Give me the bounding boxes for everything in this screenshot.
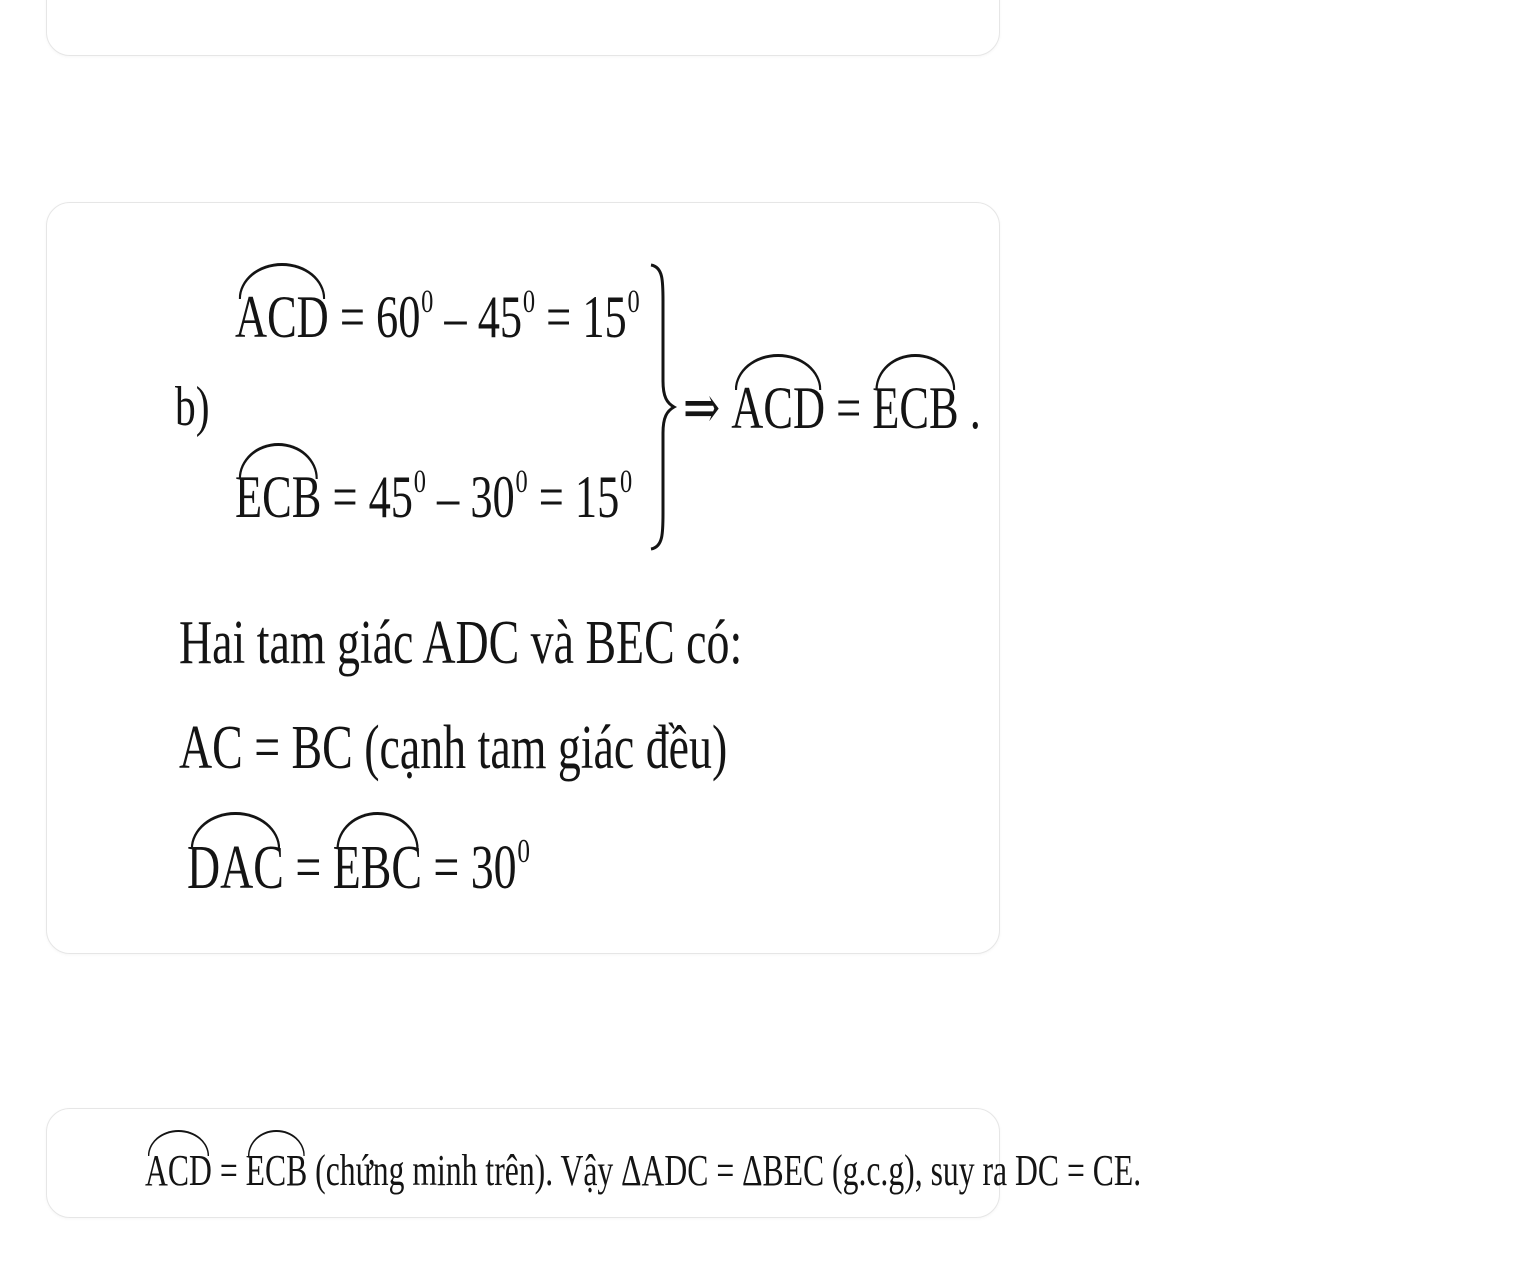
solution-card <box>46 202 1000 954</box>
sides-statement-wrap <box>179 713 920 784</box>
part-label-wrap <box>175 375 222 439</box>
angle-dac: DAC <box>187 834 284 902</box>
angle-value: 30 <box>470 834 517 902</box>
degree-sign: 0 <box>522 284 536 321</box>
eq2-value-2: 30 <box>470 464 515 530</box>
angle-ebc: EBC <box>332 834 422 902</box>
angle-ecb: ECB <box>245 1146 308 1195</box>
sides-statement: AC = BC (cạnh tam giác đều) <box>179 714 728 782</box>
degree-sign: 0 <box>627 284 640 321</box>
degree-sign: 0 <box>620 464 633 501</box>
angle-acd: ACD <box>145 1146 212 1195</box>
angle-ecb: ECB <box>872 375 959 441</box>
degree-sign: 0 <box>515 464 528 501</box>
conclusion-line: ACD = ECB (chứng minh trên). Vậy ΔADC = ΔBEC (g.c.g), suy ra DC = CE. <box>145 1146 1142 1195</box>
part-label: b) <box>175 376 210 438</box>
eq1-value-1: 60 <box>375 284 421 350</box>
equation-ecb: ECB = $45^0 - 30^0 = 15^0$ <box>235 464 633 530</box>
conclusion-card <box>46 1108 1142 1218</box>
degree-sign: 0 <box>421 284 434 321</box>
degree-sign: 0 <box>517 833 530 871</box>
triangles-statement-wrap <box>179 608 940 679</box>
eq2-value-3: 15 <box>574 464 620 530</box>
right-brace-icon <box>647 261 677 553</box>
equation-acd: ACD = $60^0 - 45^0 = 15^0$ <box>235 284 640 350</box>
eq1-value-3: 15 <box>582 284 627 350</box>
triangles-statement: Hai tam giác ADC và BEC có: <box>179 609 743 677</box>
conclusion-text: (chứng minh trên). Vậy ΔADC = ΔBEC (g.c.g), suy ra DC = CE. <box>315 1146 1142 1195</box>
eq1-value-2: 45 <box>477 284 523 350</box>
eq2-value-1: 45 <box>368 464 414 530</box>
angles-statement: DAC = EBC = $30^0$ <box>187 833 530 902</box>
implication: ⇒ ACD = ECB . <box>683 375 981 441</box>
angle-ecb: ECB <box>235 464 322 530</box>
angle-acd: ACD <box>731 375 826 441</box>
period: . <box>969 375 981 441</box>
angle-acd: ACD <box>235 284 329 350</box>
degree-sign: 0 <box>413 464 426 501</box>
previous-card <box>46 0 1000 56</box>
implies-arrow-icon: ⇒ <box>683 375 721 441</box>
